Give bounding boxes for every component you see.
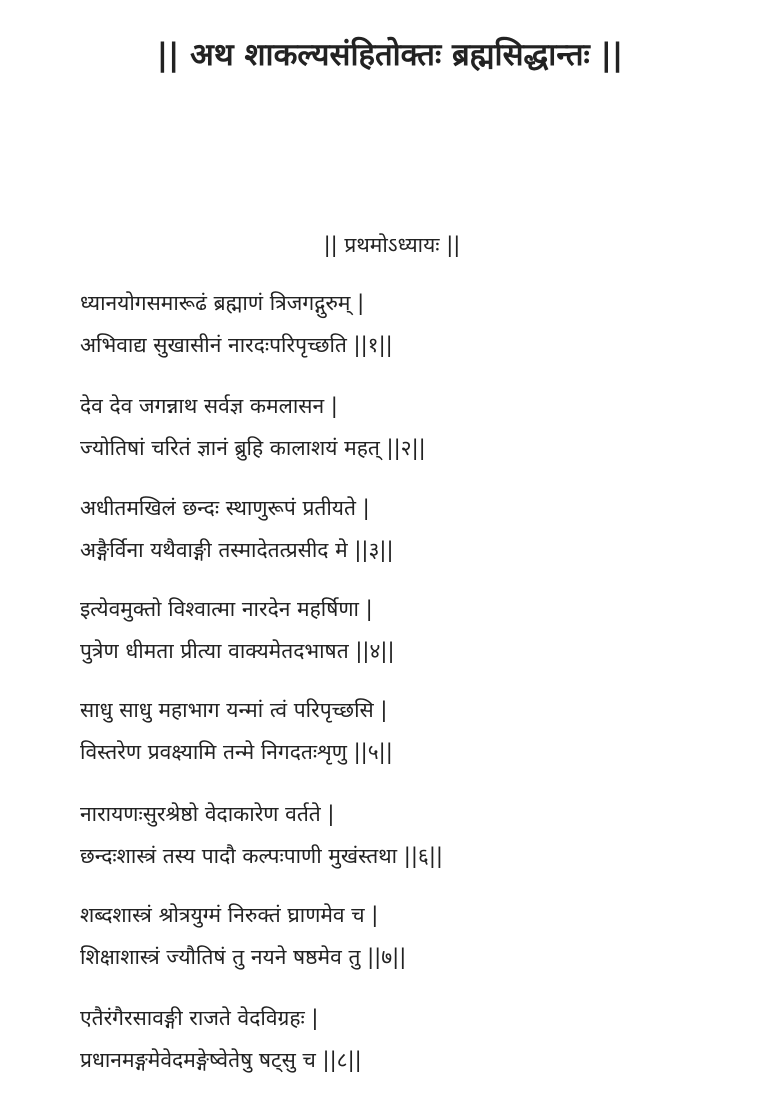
verse-line: छन्दःशास्त्रं तस्य पादौ कल्पःपाणी मुखंस्तथा ||६|| xyxy=(80,844,443,868)
verse-line: शब्दशास्त्रं श्रोत्रयुग्मं निरुक्तं घ्राणमेव च | xyxy=(80,903,379,927)
verse-3 xyxy=(80,487,394,571)
verse-line: एतैरंगैरसावङ्गी राजते वेदविग्रहः | xyxy=(80,1006,319,1030)
verse-line: ज्योतिषां चरितं ज्ञानं ब्रुहि कालाशयं महत् ||२|| xyxy=(80,436,426,460)
verse-8 xyxy=(80,997,362,1081)
verse-line: नारायणःसुरश्रेष्ठो वेदाकारेण वर्तते | xyxy=(80,802,335,826)
verse-line: अभिवाद्य सुखासीनं नारदःपरिपृच्छति ||१|| xyxy=(80,333,393,357)
verse-line: अधीतमखिलं छन्दः स्थाणुरूपं प्रतीयते | xyxy=(80,496,370,520)
chapter-heading: || प्रथमोऽध्यायः || xyxy=(323,233,461,257)
verse-line: देव देव जगन्नाथ सर्वज्ञ कमलासन | xyxy=(80,394,338,418)
verse-line: ध्यानयोगसमारूढं ब्रह्माणं त्रिजगद्गुरुम् | xyxy=(80,291,365,315)
verse-line: पुत्रेण धीमता प्रीत्या वाक्यमेतदभाषत ||४|| xyxy=(80,639,395,663)
verse-line: शिक्षाशास्त्रं ज्यौतिषं तु नयने षष्ठमेव तु ||७|| xyxy=(80,945,407,969)
verse-line: अङ्गैर्विना यथैवाङ्गी तस्मादेतत्प्रसीद मे ||३|| xyxy=(80,538,394,562)
verse-7 xyxy=(80,894,406,978)
document-title: || अथ शाकल्यसंहितोक्तः ब्रह्मसिद्धान्तः || xyxy=(156,37,624,73)
verse-5 xyxy=(80,689,393,773)
verse-1 xyxy=(80,282,393,366)
verse-6 xyxy=(80,793,443,877)
verse-4 xyxy=(80,588,395,672)
verse-line: इत्येवमुक्तो विश्वात्मा नारदेन महर्षिणा | xyxy=(80,597,373,621)
verse-2 xyxy=(80,385,426,469)
verse-line: विस्तरेण प्रवक्ष्यामि तन्मे निगदतःशृणु ||५|| xyxy=(80,740,393,764)
verse-line: साधु साधु महाभाग यन्मां त्वं परिपृच्छसि | xyxy=(80,698,388,722)
verse-line: प्रधानमङ्गमेवेदमङ्गेष्वेतेषु षट्सु च ||८|| xyxy=(80,1048,362,1072)
